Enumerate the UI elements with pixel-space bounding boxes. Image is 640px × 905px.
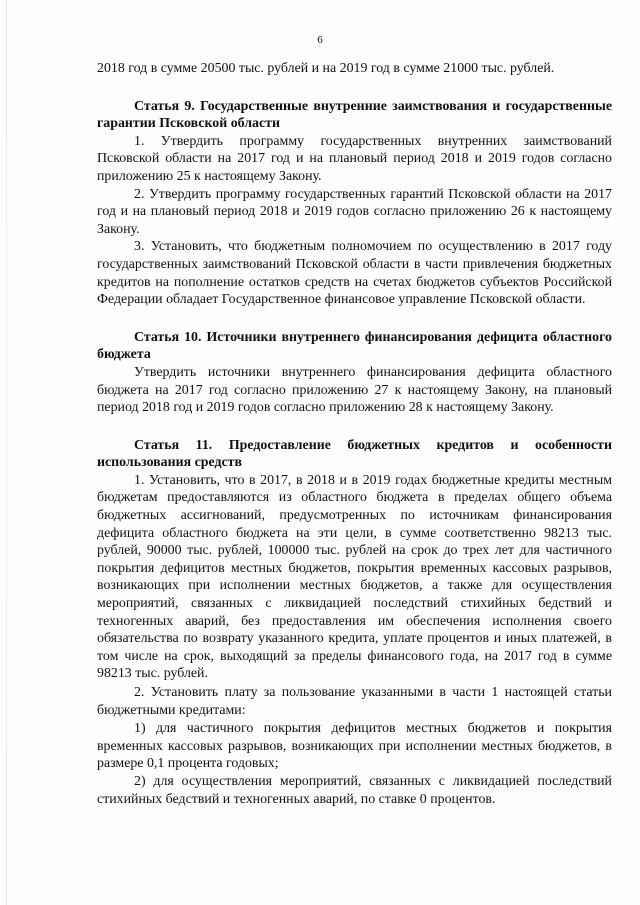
article-11-heading: Статья 11. Предоставление бюджетных кредитов и особенности использования средств xyxy=(97,437,612,471)
article-10 xyxy=(97,329,612,417)
article-11-paragraph-1: 1. Установить, что в 2017, в 2018 и в 2019 годах бюджетные кредиты местным бюджетам предоставляются из областного бюджета в пределах общего объема бюджетных ассигнований, предусмотренных по источникам финансирования дефицита областного бюджета на эти цели, в сумме соответственно 98213 тыс. рублей, 90000 тыс. рублей, 100000 тыс. рублей на срок до трех лет для частичного покрытия дефицитов местных бюджетов, покрытия временных кассовых разрывов, возникающих при исполнении местных бюджетов, а также для осуществления мероприятий, связанных с ликвидацией последствий стихийных бедствий и техногенных аварий, без предоставления им обеспечения исполнения своего обязательства по возврату указанного кредита, уплате процентов и иных платежей, в том числе на срок, выходящий за пределы финансового года, на 2017 год в сумме 98213 тыс. рублей. xyxy=(97,472,612,682)
page-number: 6 xyxy=(317,34,323,46)
document-body xyxy=(97,60,612,808)
article-9-paragraph-2: 2. Утвердить программу государственных гарантий Псковской области на 2017 год и на плановый период 2018 и 2019 годов согласно приложению 26 к настоящему Закону. xyxy=(97,186,612,237)
article-11-paragraph-2: 2. Установить плату за пользование указанными в части 1 настоящей статьи бюджетными кредитами: xyxy=(97,685,612,718)
article-9 xyxy=(97,98,612,309)
article-10-paragraph-1: Утвердить источники внутреннего финансирования дефицита областного бюджета на 2017 год согласно приложению 27 к настоящему Закону, на плановый период 2018 год и 2019 годов согласно приложению 28 к настоящему Закону. xyxy=(97,364,612,416)
article-11 xyxy=(97,437,612,808)
article-11-paragraph-4: 2) для осуществления мероприятий, связанных с ликвидацией последствий стихийных бедствий и техногенных аварий, по ставке 0 процентов. xyxy=(97,773,612,807)
intro-line: 2018 год в сумме 20500 тыс. рублей и на 2019 год в сумме 21000 тыс. рублей. xyxy=(97,61,555,76)
article-10-heading: Статья 10. Источники внутреннего финансирования дефицита областного бюджета xyxy=(97,329,612,363)
article-9-paragraph-3: 3. Установить, что бюджетным полномочием по осуществлению в 2017 году государственных заимствований Псковской области в части привлечения бюджетных кредитов на пополнение остатков средств на счетах бюджетов субъектов Российской Федерации обладает Государственное финансовое управление Псковской области. xyxy=(97,239,612,308)
scan-edge-line xyxy=(6,0,7,905)
article-9-paragraph-1: 1. Утвердить программу государственных внутренних заимствований Псковской области на 2017 год и на плановый период 2018 и 2019 годов согласно приложению 25 к настоящему Закону. xyxy=(97,133,612,184)
article-11-paragraph-3: 1) для частичного покрытия дефицитов местных бюджетов и покрытия временных кассовых разрывов, возникающих при исполнении местных бюджетов, в размере 0,1 процента годовых; xyxy=(97,721,612,772)
article-9-heading: Статья 9. Государственные внутренние заимствования и государственные гарантии Псковской области xyxy=(97,98,612,132)
